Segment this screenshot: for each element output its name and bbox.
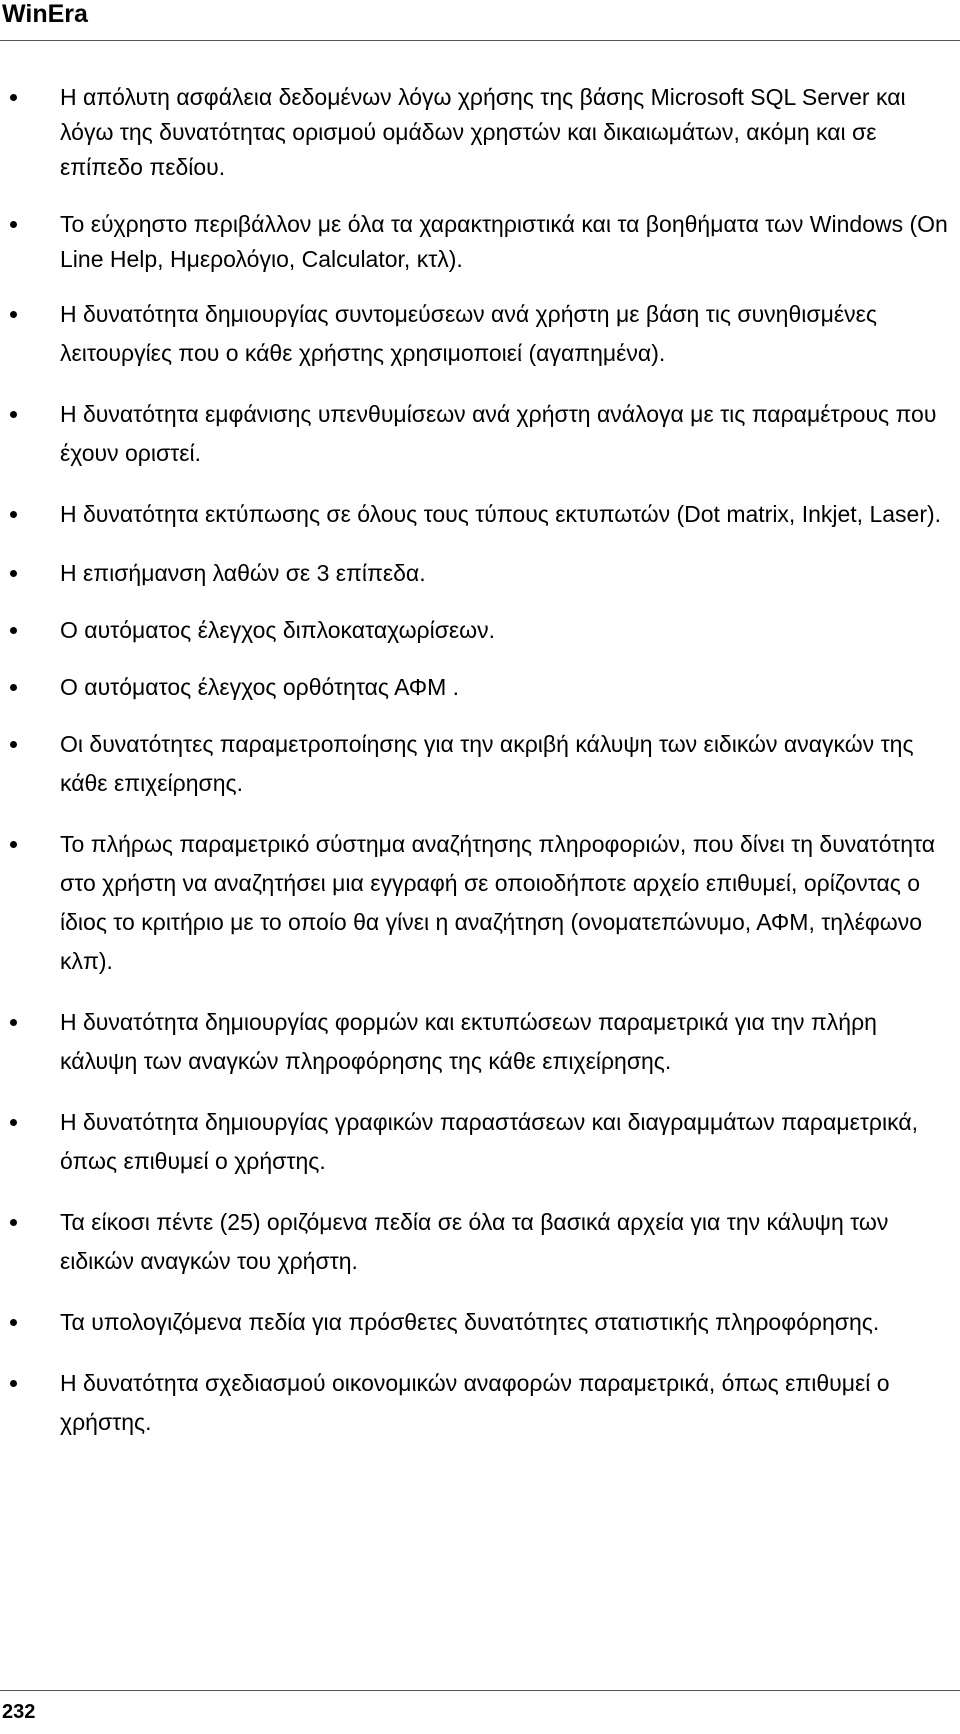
- feature-bullet-item: [0, 1203, 960, 1281]
- bullet-dot-icon: [10, 1219, 17, 1226]
- bullet-dot-icon: [10, 684, 17, 691]
- feature-bullet-text: Τα υπολογιζόμενα πεδία για πρόσθετες δυνατότητες στατιστικής πληροφόρησης.: [60, 1309, 880, 1335]
- bullet-dot-icon: [10, 570, 17, 577]
- feature-bullet-list: [0, 80, 960, 1442]
- page-content: [0, 80, 960, 1442]
- feature-bullet-text: Ο αυτόματος έλεγχος διπλοκαταχωρίσεων.: [60, 617, 496, 643]
- feature-bullet-item: [0, 1103, 960, 1181]
- feature-bullet-item: [0, 207, 960, 277]
- feature-bullet-item: [0, 1303, 960, 1342]
- feature-bullet-text: Η δυνατότητα δημιουργίας φορμών και εκτυπώσεων παραμετρικά για την πλήρη κάλυψη των αναγκών πληροφόρησης της κάθε επιχείρησης.: [60, 1009, 877, 1074]
- bullet-dot-icon: [10, 411, 17, 418]
- feature-bullet-text: Η επισήμανση λαθών σε 3 επίπεδα.: [60, 560, 426, 586]
- feature-bullet-item: [0, 825, 960, 981]
- feature-bullet-item: [0, 554, 960, 593]
- feature-bullet-item: [0, 395, 960, 473]
- feature-bullet-item: [0, 668, 960, 707]
- bullet-dot-icon: [10, 1319, 17, 1326]
- bullet-dot-icon: [10, 1380, 17, 1387]
- running-title: WinEra: [2, 0, 88, 28]
- feature-bullet-text: Η απόλυτη ασφάλεια δεδομένων λόγω χρήσης της βάσης Microsoft SQL Server και λόγω της δυνατότητας ορισμού ομάδων χρηστών και δικαιωμάτων, ακόμη και σε επίπεδο πεδίου.: [60, 84, 906, 180]
- feature-bullet-item: [0, 725, 960, 803]
- footer-divider: [0, 1690, 960, 1691]
- feature-bullet-text: Οι δυνατότητες παραμετροποίησης για την ακριβή κάλυψη των ειδικών αναγκών της κάθε επιχείρησης.: [60, 731, 914, 796]
- feature-bullet-text: Η δυνατότητα δημιουργίας γραφικών παραστάσεων και διαγραμμάτων παραμετρικά, όπως επιθυμεί ο χρήστης.: [60, 1109, 919, 1174]
- bullet-dot-icon: [10, 1019, 17, 1026]
- bullet-dot-icon: [10, 841, 17, 848]
- page-header: [0, 0, 960, 44]
- bullet-dot-icon: [10, 511, 17, 518]
- bullet-dot-icon: [10, 1119, 17, 1126]
- feature-bullet-text: Το εύχρηστο περιβάλλον με όλα τα χαρακτηριστικά και τα βοηθήματα των Windows (On Line Help, Ημερολόγιο, Calculator, κτλ).: [60, 211, 948, 272]
- bullet-dot-icon: [10, 311, 17, 318]
- bullet-dot-icon: [10, 741, 17, 748]
- feature-bullet-item: [0, 495, 960, 534]
- feature-bullet-text: Τα είκοσι πέντε (25) οριζόμενα πεδία σε όλα τα βασικά αρχεία για την κάλυψη των ειδικών αναγκών του χρήστη.: [60, 1209, 889, 1274]
- feature-bullet-text: Ο αυτόματος έλεγχος ορθότητας ΑΦΜ .: [60, 674, 460, 700]
- feature-bullet-text: Η δυνατότητα εμφάνισης υπενθυμίσεων ανά χρήστη ανάλογα με τις παραμέτρους που έχουν οριστεί.: [60, 401, 937, 466]
- feature-bullet-item: [0, 80, 960, 185]
- feature-bullet-item: [0, 1003, 960, 1081]
- bullet-dot-icon: [10, 94, 17, 101]
- feature-bullet-item: [0, 611, 960, 650]
- feature-bullet-item: [0, 1364, 960, 1442]
- page-footer: [0, 1690, 960, 1734]
- page-number: 232: [2, 1701, 36, 1723]
- feature-bullet-item: [0, 295, 960, 373]
- feature-bullet-text: Η δυνατότητα σχεδιασμού οικονομικών αναφορών παραμετρικά, όπως επιθυμεί ο χρήστης.: [60, 1370, 890, 1435]
- feature-bullet-text: Το πλήρως παραμετρικό σύστημα αναζήτησης πληροφοριών, που δίνει τη δυνατότητα στο χρήστη να αναζητήσει μια εγγραφή σε οποιοδήποτε αρχείο επιθυμεί, ορίζοντας ο ίδιος το κριτήριο με το οποίο θα γίνει η αναζήτηση (ονοματεπώνυμο, ΑΦΜ, τηλέφωνο κλπ).: [60, 831, 936, 974]
- feature-bullet-text: Η δυνατότητα δημιουργίας συντομεύσεων ανά χρήστη με βάση τις συνηθισμένες λειτουργίες που ο κάθε χρήστης χρησιμοποιεί (αγαπημένα).: [60, 301, 877, 366]
- bullet-dot-icon: [10, 221, 17, 228]
- bullet-dot-icon: [10, 627, 17, 634]
- header-divider: [0, 40, 960, 41]
- feature-bullet-text: Η δυνατότητα εκτύπωσης σε όλους τους τύπους εκτυπωτών (Dot matrix, Inkjet, Laser).: [60, 501, 942, 527]
